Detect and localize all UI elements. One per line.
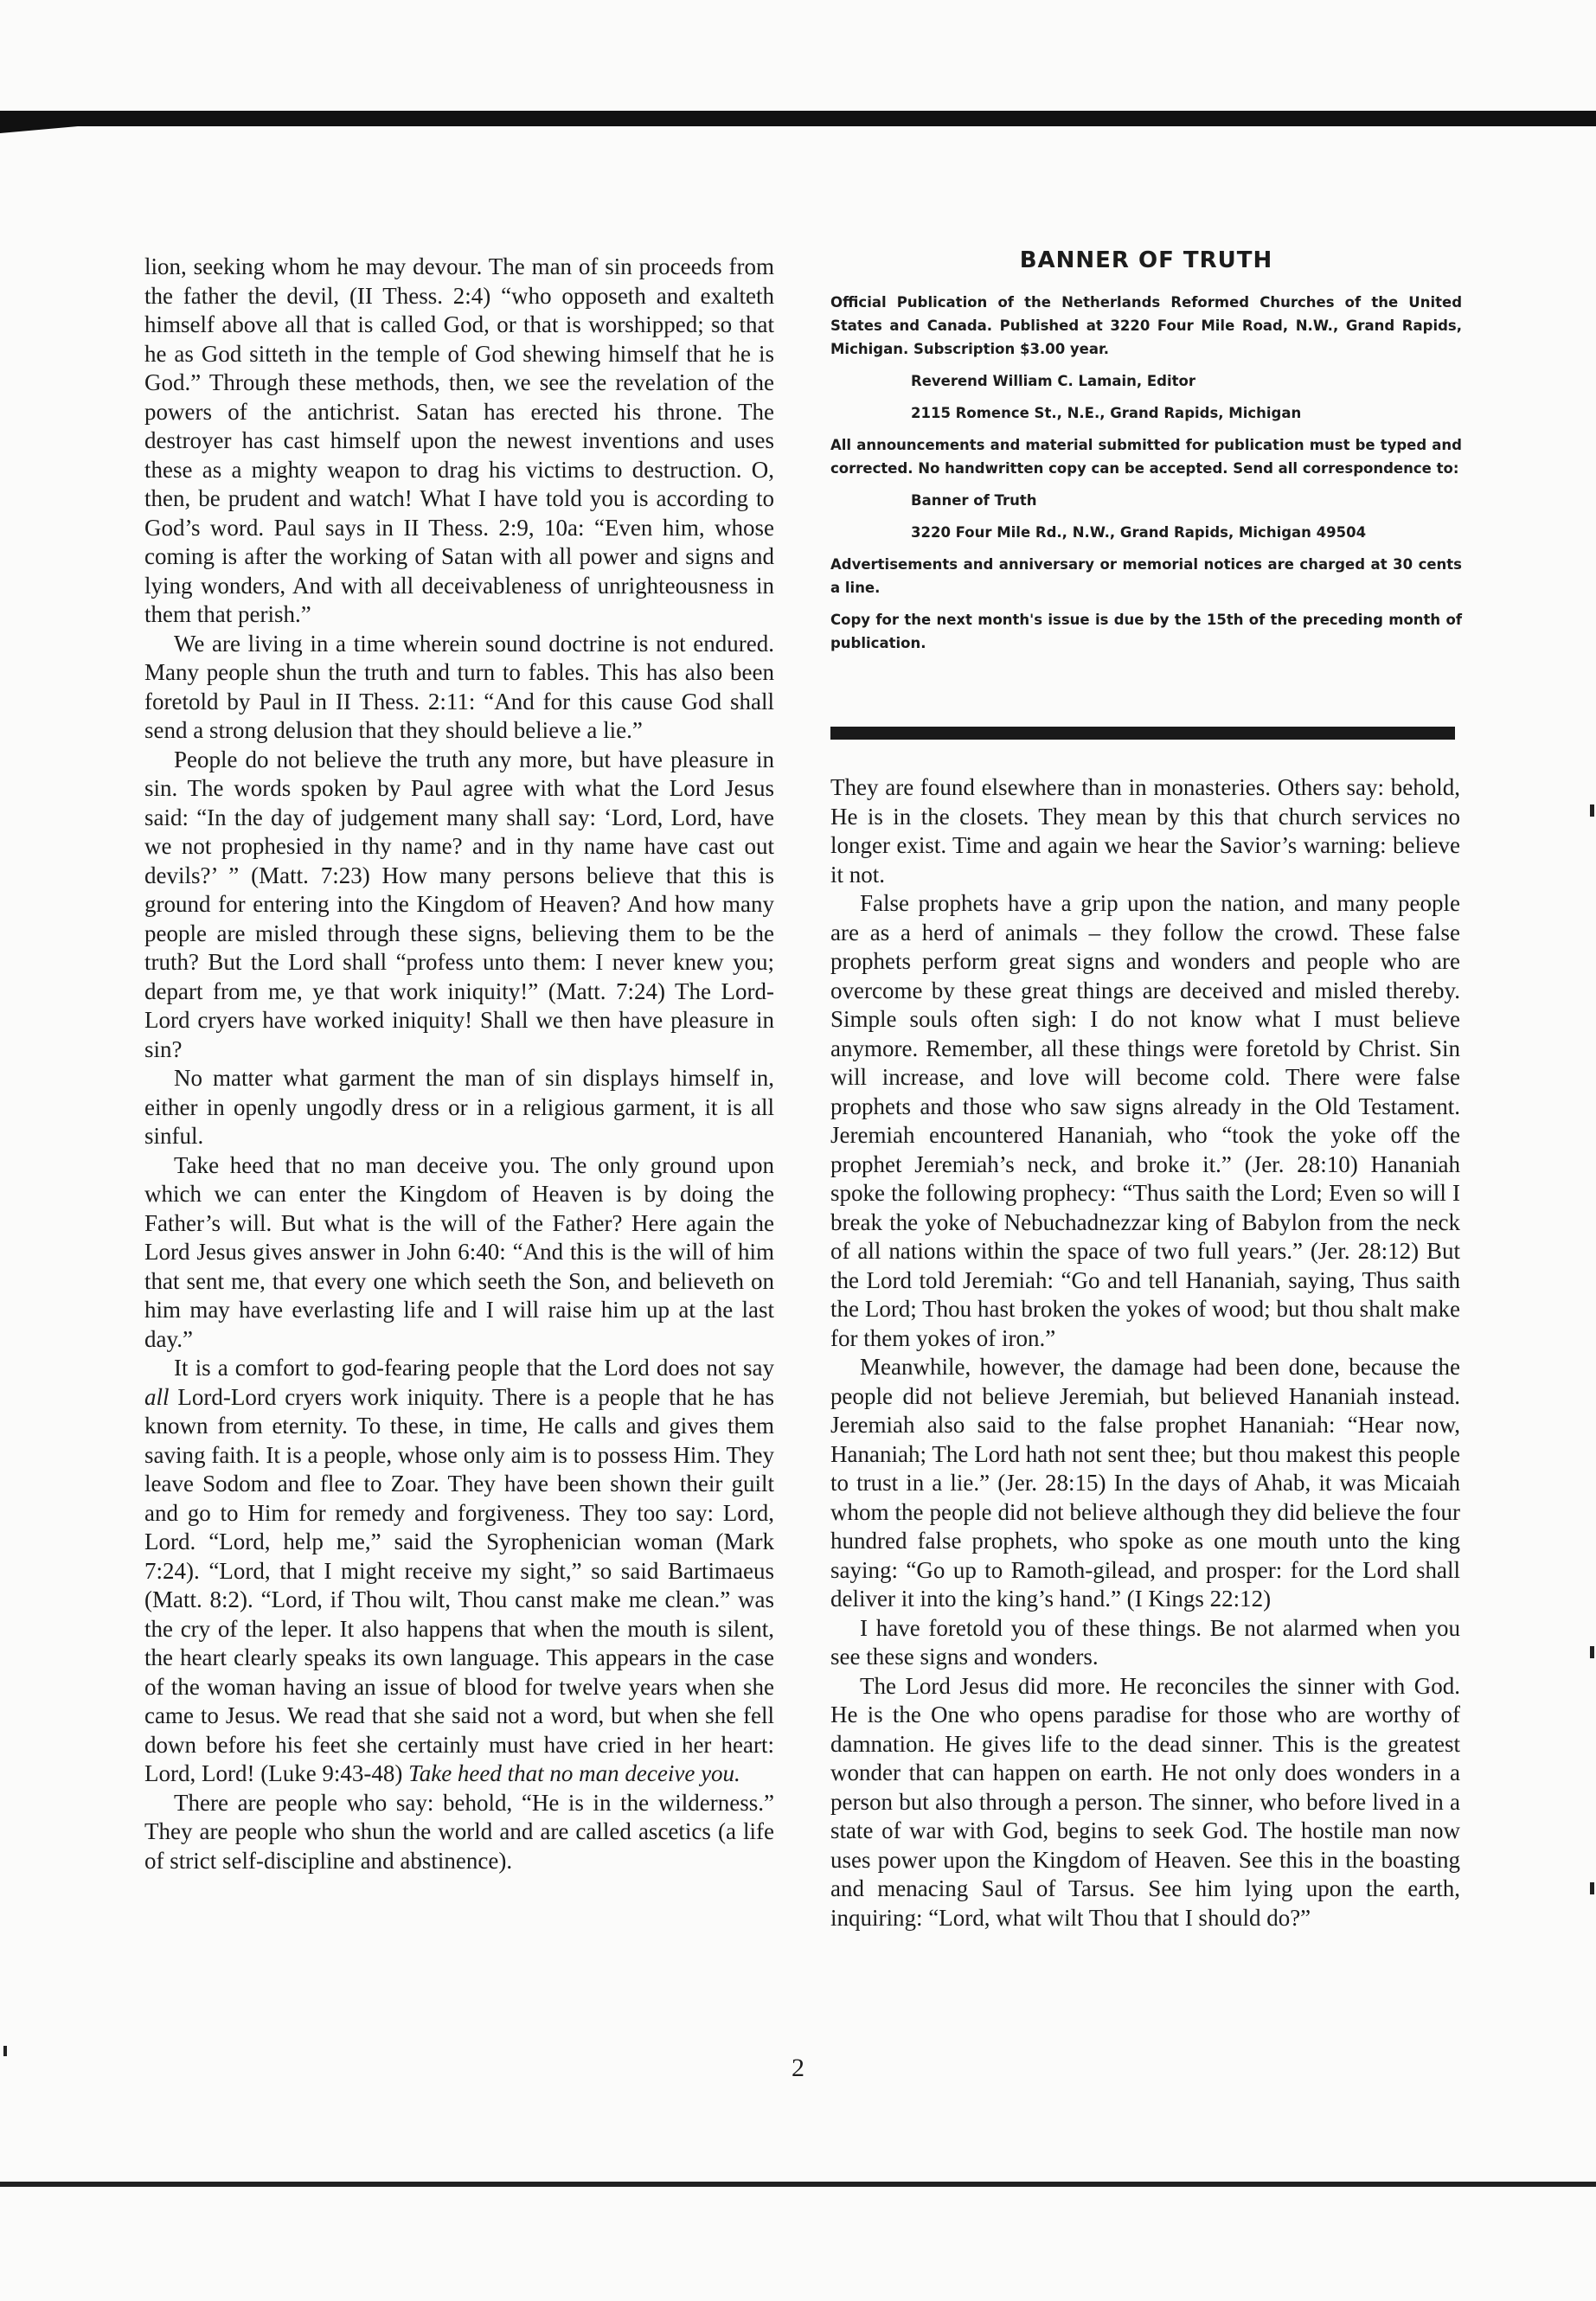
paragraph: Take heed that no man deceive you. The only ground upon which we can enter the Kingdom of Heaven is by doing the Father’s will. But what is the will of the Father? Here again the Lord Jesus gives answer in John 6:40: “And this is the will of him that sent me, that every one which seeth the Son, and believeth on him may have everlasting life and I will raise him up at the last day.” <box>144 1151 774 1352</box>
masthead-rule <box>830 727 1455 740</box>
masthead-editor-address: 2115 Romence St., N.E., Grand Rapids, Michigan <box>911 405 1302 421</box>
masthead-send-to-address: 3220 Four Mile Rd., N.W., Grand Rapids, Michigan 49504 <box>911 524 1367 541</box>
paragraph: We are living in a time wherein sound doctrine is not endured. Many people shun the truth and turn to fables. This has also been foretold by Paul in II Thess. 2:11: “And for this cause God shall send a strong delusion that they should believe a lie.” <box>144 630 774 743</box>
masthead-deadline: Copy for the next month's issue is due by the 15th of the preceding month of publication. <box>830 612 1462 651</box>
scan-mark <box>1590 804 1594 817</box>
bottom-border-rule <box>0 2182 1596 2187</box>
page-number: 2 <box>792 2054 804 2082</box>
masthead-editor: Reverend William C. Lamain, Editor <box>911 373 1195 389</box>
paragraph: I have foretold you of these things. Be not alarmed when you see these signs and wonders. <box>830 1614 1460 1670</box>
paragraph: Meanwhile, however, the damage had been done, because the people did not believe Jeremiah, but believed Hananiah instead. Jeremiah also said to the false prophet Hananiah: “Hear now, Hananiah; The Lord hath not sent thee; but thou makest this people to trust in a lie.” (Jer. 28:15) In the days of Ahab, it was Micaiah whom the people did not believe although they did believe the four hundred false prophets, who spoke as one mouth unto the king saying: “Go up to Ramoth-gilead, and prosper: for the Lord shall deliver it into the king’s hand.” (I Kings 22:12) <box>830 1354 1460 1612</box>
masthead-submissions: All announcements and material submitted for publication must be typed and corrected. No handwritten copy can be accepted. Send all correspondence to: <box>830 437 1462 477</box>
masthead-advertisements: Advertisements and anniversary or memorial notices are charged at 30 cents a line. <box>830 556 1462 596</box>
top-border-rule <box>0 111 1596 126</box>
masthead-official: Official Publication of the Netherlands Reformed Churches of the United States and Canada. Published at 3220 Four Mile Road, N.W., Grand Rapids, Michigan. Subscription $3.00 year. <box>830 294 1462 357</box>
paragraph: No matter what garment the man of sin displays himself in, either in openly ungodly dress or in a religious garment, it is all sinful. <box>144 1065 774 1149</box>
top-border-notch <box>0 126 78 133</box>
paragraph: False prophets have a grip upon the nation, and many people are as a herd of animals – they follow the crowd. These false prophets perform great signs and wonders and people who are overcome by these great things are deceived and misled thereby. Simple souls often sigh: I do not know what I must believe anymore. Remember, all these things were foretold by Christ. Sin will increase, and love will become cold. There were false prophets and those who saw signs already in the Old Testament. Jeremiah encountered Hananiah, who “took the yoke off the prophet Jeremiah’s neck, and broke it.” (Jer. 28:10) Hananiah spoke the following prophecy: “Thus saith the Lord; Even so will I break the yoke of Nebuchadnezzar king of Babylon from the neck of all nations within the space of two full years.” (Jer. 28:12) But the Lord told Jeremiah: “Go and tell Hananiah, saying, Thus saith the Lord; Thou hast broken the yokes of wood; but thou shalt make for them yokes of iron.” <box>830 890 1460 1351</box>
scan-mark <box>1590 1646 1594 1658</box>
paragraph: They are found elsewhere than in monasteries. Others say: behold, He is in the closets. They mean by this that church services no longer exist. Time and again we hear the Savior’s warning: believe it not. <box>830 774 1460 888</box>
left-column <box>144 253 774 1875</box>
paragraph: People do not believe the truth any more, but have pleasure in sin. The words spoken by Paul agree with what the Lord Jesus said: “In the day of judgement many shall say: ‘Lord, Lord, have we not prophesied in thy name? and in thy name have cast out devils?’ ” (Matt. 7:23) How many persons believe that this is ground for entering into the Kingdom of Heaven? And how many people are misled through these signs, believing them to be the truth? But the Lord shall “profess unto them: I never knew you; depart from me, ye that work iniquity!” (Matt. 7:24) The Lord-Lord cryers have worked iniquity! Shall we then have pleasure in sin? <box>144 746 774 1062</box>
emphasis-text: Take heed that no man deceive you. <box>408 1760 740 1786</box>
paragraph: lion, seeking whom he may devour. The man of sin proceeds from the father the devil, (II Thess. 2:4) “who opposeth and exalteth himself above all that is called God, or that is worshipped; so that he as God sitteth in the temple of God shewing himself that he is God.” Through these methods, then, we see the revelation of the powers of the antichrist. Satan has erected his throne. The destroyer has cast himself upon the newest inventions and uses these as a mighty weapon to drag his victims to destruction. O, then, be prudent and watch! What I have told you is according to God’s word. Paul says in II Thess. 2:9, 10a: “Even him, whose coming is after the working of Satan with all power and signs and lying wonders, And with all deceivableness of unrighteousness in them that perish.” <box>144 253 774 627</box>
paragraph-text: It is a comfort to god-fearing people that the Lord does not say <box>174 1355 774 1381</box>
emphasis-text: all <box>144 1383 170 1410</box>
masthead-title: BANNER OF TRUTH <box>1019 247 1273 273</box>
paragraph <box>144 1354 774 1789</box>
paragraph: There are people who say: behold, “He is in the wilderness.” They are people who shun the world and are called ascetics (a life of strict self-discipline and abstinence). <box>144 1789 774 1874</box>
scan-mark <box>1590 1882 1594 1894</box>
masthead-send-to-name: Banner of Truth <box>911 492 1037 509</box>
masthead-box <box>830 247 1462 663</box>
paragraph-text: Lord-Lord cryers work iniquity. There is a people that he has known from eternity. To these, in time, He calls and gives them saving faith. It is a people, whose only aim is to possess Him. They leave Sodom and flee to Zoar. They have been shown their guilt and go to Him for remedy and forgiveness. They too say: Lord, Lord. “Lord, help me,” said the Syrophenician woman (Mark 7:24). “Lord, that I might receive my sight,” so said Bartimaeus (Matt. 8:2). “Lord, if Thou wilt, Thou canst make me clean.” was the cry of the leper. It also happens that when the mouth is silent, the heart clearly speaks its own language. This appears in the case of the woman having an issue of blood for twelve years when she came to Jesus. We read that she said not a word, but when she fell down before his feet she certainly must have cried in her heart: Lord, Lord! (Luke 9:43-48) <box>144 1383 774 1786</box>
right-column <box>830 773 1460 1932</box>
paragraph: The Lord Jesus did more. He reconciles the sinner with God. He is the One who opens paradise for those who are worthy of damnation. He gives life to the dead sinner. This is the greatest wonder that can happen on earth. He not only does wonders in a person but also through a person. The sinner, who before lived in a state of war with God, begins to seek God. The hostile man now uses power upon the Kingdom of Heaven. See this in the boasting and menacing Saul of Tarsus. See him lying upon the earth, inquiring: “Lord, what wilt Thou that I should do?” <box>830 1672 1460 1931</box>
scan-mark <box>3 2046 7 2056</box>
